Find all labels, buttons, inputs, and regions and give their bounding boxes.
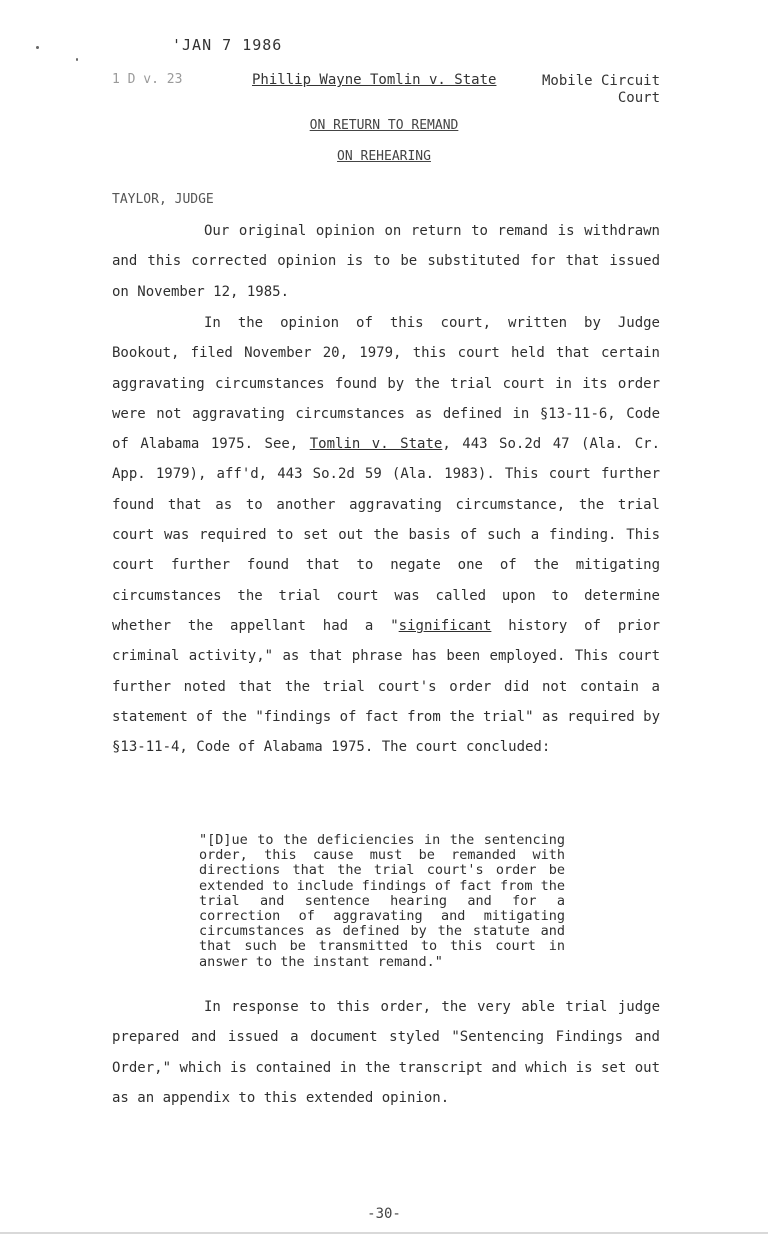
paragraph-2-part-a: In the opinion of this court, written by Judge Bookout, filed November 20, 1979, this court held that certain aggravating circumstances found by the trial court in its order were not aggravating circumstances as defined in §13-11-6, Code of Alabama 1975. See, [112, 315, 660, 453]
paragraph-2-part-c: history of prior criminal activity," as that phrase has been employed. This court further noted that the trial court's order did not contain a statement of the "findings of fact from the trial" as required by §13-11-4, Code of Alabama 1975. The court concluded: [112, 617, 660, 756]
heading-on-rehearing: ON REHEARING [337, 149, 431, 164]
paragraph-2-part-b: , 443 So.2d 47 (Ala. Cr. App. 1979), aff'd, 443 So.2d 59 (Ala. 1983). This court further found that as to another aggravating circumstance, the trial court was required to set out the basis of such a finding. This court further found that to negate one of the mitigating circumstances the trial court was called upon to determine whether the appellant had a " [112, 436, 660, 634]
court-name [542, 73, 660, 107]
block-quote: "[D]ue to the deficiencies in the sentencing order, this cause must be remanded with directions that the trial court's order be extended to include findings of fact from the trial and sentence hearing and for a correction of aggravating and mitigating circumstances as defined by the statute and that such be transmitted to this court in answer to the instant remand." [199, 832, 565, 970]
docket-number: 1 D v. 23 [112, 72, 183, 87]
paragraph-3: In response to this order, the very able trial judge prepared and issued a document styled "Sentencing Findings and Order," which is contained in the transcript and which is set out as an appendix to this extended opinion. [112, 999, 660, 1106]
scan-speck [36, 46, 39, 49]
case-caption: Phillip Wayne Tomlin v. State [252, 72, 497, 88]
paragraph-1: Our original opinion on return to remand is withdrawn and this corrected opinion is to be substituted for that issued on November 12, 1985. [112, 223, 660, 300]
scan-speck [76, 58, 78, 61]
judge-name: TAYLOR, JUDGE [112, 192, 214, 207]
court-name-line1: Mobile Circuit [542, 73, 661, 89]
date-stamp: 'JAN 7 1986 [172, 36, 283, 54]
case-citation: Tomlin v. State [309, 436, 443, 453]
scan-edge-divider [0, 1232, 768, 1234]
page-number: -30- [367, 1206, 401, 1222]
emphasized-word: significant [398, 617, 492, 634]
paragraph-2 [112, 308, 660, 762]
court-name-line2: Court [617, 90, 661, 106]
heading-return-to-remand: ON RETURN TO REMAND [309, 118, 459, 133]
